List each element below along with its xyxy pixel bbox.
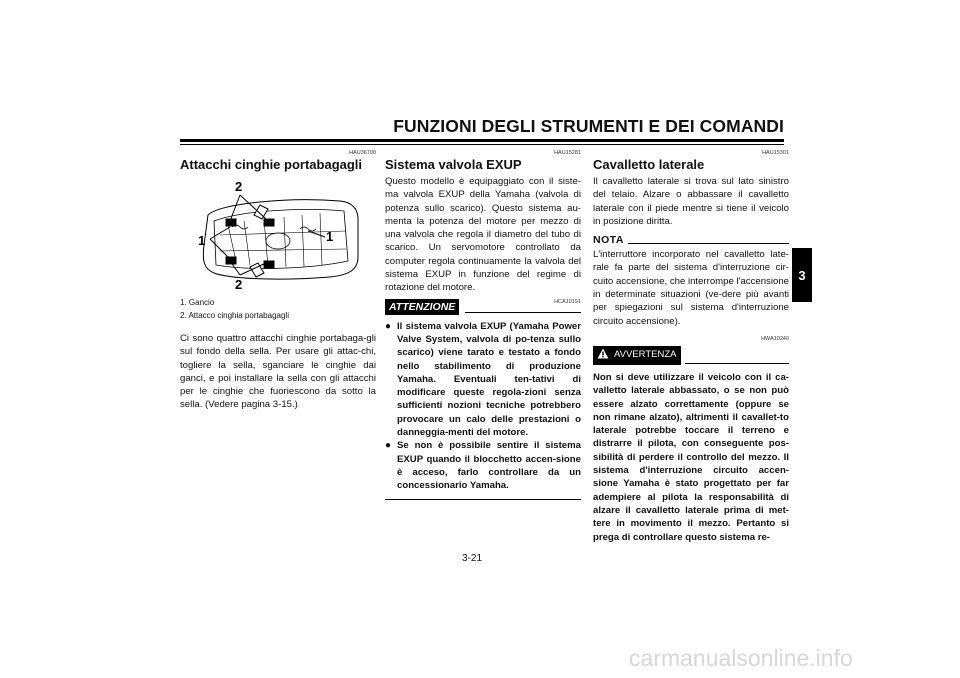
page-title: FUNZIONI DEGLI STRUMENTI E DEI COMANDI [393, 116, 784, 136]
watermark: carmanualsonline.info [629, 645, 853, 671]
page-number: 3-21 [462, 553, 483, 564]
warning-label: AVVERTENZA [614, 349, 677, 361]
seat-underside-drawing [180, 175, 376, 293]
callout-2-bottom: 2 [235, 277, 243, 292]
callout-1-left: 1 [198, 233, 206, 248]
column-sidestand [593, 150, 789, 544]
warning-label-row [593, 346, 789, 365]
caution-label: ATTENZIONE [385, 299, 459, 315]
seat-underside-illustration [180, 175, 376, 293]
warning-triangle-icon [597, 348, 609, 363]
section-code: HAU15301 [762, 150, 789, 156]
warning-label-box [593, 346, 681, 365]
body-text: Ci sono quattro attacchi cinghie portabaga-gli sul fondo della sella. Per usare gli attac-chi, togliere la sella, sganciare le cinghie dai ganci, e poi installare la sella con gli attacchi per le cinghie che fuoriescono da sotto la sella. (Vedere pagina 3-15.) [180, 333, 376, 411]
warning-code: HWA10240 [761, 335, 789, 342]
section-heading: Attacchi cinghie portabagagli [180, 157, 363, 172]
caution-rule [465, 312, 581, 313]
bullet-icon: ● [385, 440, 392, 452]
warning-rule [685, 363, 789, 364]
caution-code: HCA10191 [554, 298, 581, 305]
bullet-icon: ● [385, 320, 392, 332]
section-code: HAU15281 [554, 150, 581, 156]
note-label: NOTA [593, 234, 624, 247]
caption-item: 1. Gancio [180, 298, 215, 307]
list-item: ● Il sistema valvola EXUP (Yamaha Power Valve System, valvola di po-tenza sullo scarico) viene tarato e testato a fondo nello stabilimento di produzione Yamaha. Eventuali ten-tativi di modificare queste regola-zioni senza sufficienti nozioni tecniche potrebbero provocare un calo delle prestazioni o danneggia-menti del motore. [385, 320, 581, 439]
callout-1-right: 1 [326, 229, 334, 244]
figure-caption [180, 297, 376, 322]
note-label-row [593, 234, 789, 246]
body-text: Il cavalletto laterale si trova sul lato sinistro del telaio. Alzare o abbassare il cavalletto laterale con il piede mentre si tiene il veicolo in posizione diritta. [593, 176, 789, 227]
note-rule [628, 243, 789, 244]
header-rule [180, 139, 784, 142]
body-text: Questo modello è equipaggiato con il siste-ma valvola EXUP della Yamaha (valvola di potenza sullo scarico). Questo sistema au-menta la potenza del motore per mezzo di una valvola che regola il diametro del tubo di scarico. Un servomotore controllato da computer regola continuamente la valvola del sistema EXUP in funzione del regime di rotazione del motore. [385, 176, 581, 294]
caption-item: 2. Attacco cinghia portabagagli [180, 310, 289, 320]
section-heading: Sistema valvola EXUP [385, 157, 522, 172]
section-heading: Cavalletto laterale [593, 157, 705, 172]
column-exup [385, 150, 581, 500]
column-luggage-hooks [180, 150, 376, 412]
caution-end-rule [385, 499, 581, 500]
callout-2-top: 2 [235, 179, 243, 194]
chapter-tab: 3 [792, 248, 812, 302]
header-rule-thin [180, 144, 784, 145]
warning-text: Non si deve utilizzare il veicolo con il ca-valletto laterale abbassato, o se non può essere alzato correttamente (oppure se non rimane alzato), altrimenti il cavallet-to laterale potrebbe toccare il terreno e distrarre il pilota, con conseguente pos-sibilità di perdere il controllo del mezzo. Il sistema d'interruzione circuito accen-sione Yamaha è stato progettato per far adempiere al pilota la responsabilità di alzare il cavalletto laterale prima di met-tere in movimento il mezzo. Pertanto si prega di controllare questo sistema re- [593, 371, 789, 543]
section-code: HAU36700 [349, 150, 376, 156]
caution-list [385, 320, 581, 493]
list-item: ● Se non è possibile sentire il sistema EXUP quando il blocchetto accen-sione è acceso, farlo controllare da un concessionario Yamaha. [385, 440, 581, 492]
note-text: L'interruttore incorporato nel cavalletto late-rale fa parte del sistema d'interruzione cir-cuito accensione, che interrompe l'accensione in determinate situazioni (ve-dere più avanti per spiegazioni sul sistema d'interruzione circuito accensione). [593, 249, 789, 327]
